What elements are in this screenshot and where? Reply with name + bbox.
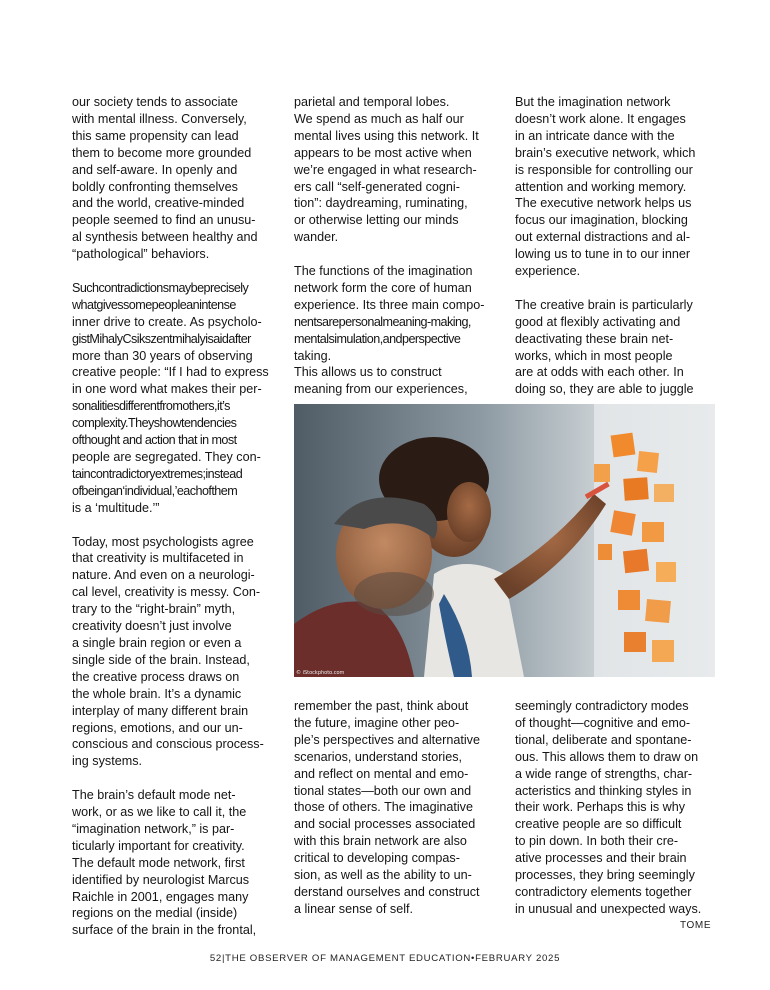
text-line: nature. And even on a neurologi- [72, 568, 255, 583]
text-line: boldly confronting themselves [72, 179, 238, 194]
text-line: ticularly important for creativity. [72, 838, 245, 853]
text-line: Today, most psychologists agree [72, 534, 254, 549]
text-line: appears to be most active when [294, 145, 472, 160]
text-line: remember the past, think about [294, 699, 469, 713]
text-line: doing so, they are able to juggle [515, 382, 694, 397]
text-line: are at odds with each other. In [515, 365, 684, 380]
text-line: meaning from our experiences, [294, 382, 468, 397]
column-2-top [294, 94, 499, 415]
text-line: out external distractions and al- [515, 230, 691, 245]
text-line: The executive network helps us [515, 196, 692, 211]
text-line: al synthesis between healthy and [72, 230, 258, 245]
text-line: is responsible for controlling our [515, 162, 693, 177]
column-2-bottom [294, 698, 499, 935]
text-line: But the imagination network [515, 95, 671, 109]
text-line: their work. Perhaps this is why [515, 800, 686, 815]
text-line: in one word what makes their per- [72, 382, 262, 397]
text-line: network form the core of human [294, 280, 472, 295]
text-line: is a ‘multitude.’” [72, 500, 160, 515]
text-line: of thought—cognitive and emo- [515, 715, 691, 730]
text-line: contradictory elements together [515, 884, 692, 899]
text-line: and self-aware. In openly and [72, 162, 238, 177]
text-line: taking. [294, 348, 332, 363]
text-line: single side of the brain. Instead, [72, 652, 250, 667]
text-line: inner drive to create. As psycholo- [72, 314, 262, 329]
footer-separator: | [221, 953, 226, 964]
text-line: complexity.Theyshowtendencies [72, 416, 237, 431]
text-line: lowing us to tune in to our inner [515, 247, 691, 262]
text-line: a linear sense of self. [294, 901, 414, 916]
text-line: The brain’s default mode net- [72, 788, 236, 803]
text-line: with this brain network are also [294, 834, 467, 849]
text-line: our society tends to associate [72, 95, 238, 109]
text-line: The functions of the imagination [294, 264, 473, 279]
paragraph [515, 698, 720, 918]
text-line: processes, they bring seemingly [515, 868, 695, 883]
text-line: ative processes and their brain [515, 851, 687, 866]
issue-date: FEBRUARY 2025 [475, 953, 561, 964]
text-line: ofthought and action that in most [72, 433, 237, 448]
text-line: that creativity is multifaceted in [72, 551, 244, 566]
text-line: this same propensity can lead [72, 128, 239, 143]
text-line: regions on the medial (inside) [72, 906, 238, 921]
paragraph [515, 297, 720, 398]
publication-name: THE OBSERVER OF MANAGEMENT EDUCATION [225, 953, 472, 964]
text-line: the creative process draws on [72, 669, 240, 684]
text-line: identified by neurologist Marcus [72, 872, 250, 887]
text-line: The default mode network, first [72, 855, 245, 870]
paragraph [72, 534, 277, 771]
text-line: experience. Its three main compo- [294, 297, 485, 312]
text-line: Raichle in 2001, engages many [72, 889, 249, 904]
text-line: to pin down. In both their cre- [515, 834, 679, 849]
column-3-top [515, 94, 720, 415]
text-line: tional states—both our own and [294, 783, 472, 798]
text-line: or otherwise letting our minds [294, 213, 459, 228]
text-line: ofbeingan‘individual,’eachofthem [72, 483, 238, 498]
text-line: work, or as we like to call it, the [72, 805, 247, 820]
text-line: We spend as much as half our [294, 111, 464, 126]
paragraph [294, 698, 499, 918]
text-line: deactivating these brain net- [515, 331, 674, 346]
page-number: 52 [209, 953, 222, 964]
text-line: tional, deliberate and spontane- [515, 732, 692, 747]
paragraph [294, 94, 499, 246]
text-line: doesn’t work alone. It engages [515, 111, 686, 126]
text-line: focus our imagination, blocking [515, 213, 688, 228]
text-line: those of others. The imaginative [294, 800, 473, 815]
text-line: ing systems. [72, 754, 142, 769]
text-line: wander. [294, 230, 339, 245]
text-line: conscious and conscious process- [72, 737, 264, 752]
text-line: sion, as well as the ability to un- [294, 868, 472, 883]
text-line: surface of the brain in the frontal, [72, 923, 257, 938]
text-line: acteristics and thinking styles in [515, 783, 692, 798]
text-line: nentsarepersonalmeaning-making, [294, 314, 471, 329]
text-line: Suchcontradictionsmaybeprecisely [72, 280, 249, 295]
text-line: ous. This allows them to draw on [515, 749, 699, 764]
paragraph [72, 94, 277, 263]
paragraph [515, 94, 720, 280]
text-line: scenarios, understand stories, [294, 749, 463, 764]
text-line: derstand ourselves and construct [294, 884, 480, 899]
text-line: ers call “self-generated cogni- [294, 179, 460, 194]
page-footer [0, 953, 770, 964]
text-line: works, which in most people [515, 348, 673, 363]
text-line: tion”: daydreaming, ruminating, [294, 196, 468, 211]
text-line: “imagination network,” is par- [72, 821, 235, 836]
paragraph [72, 787, 277, 939]
text-line: seemingly contradictory modes [515, 699, 689, 713]
text-line: with mental illness. Conversely, [72, 111, 247, 126]
text-line: “pathological” behaviors. [72, 247, 210, 262]
text-line: regions, emotions, and our un- [72, 720, 243, 735]
text-line: creative people: “If I had to express [72, 365, 269, 380]
text-line: whatgivessomepeopleanintense [72, 297, 236, 312]
paragraph [72, 280, 277, 517]
text-line: we’re engaged in what research- [294, 162, 477, 177]
author-byline: TOME [680, 920, 712, 931]
text-line: taincontradictoryextremes;instead [72, 466, 243, 481]
photo-two-people-sticky-notes-icon [294, 404, 715, 677]
paragraph [294, 263, 499, 398]
text-line: more than 30 years of observing [72, 348, 253, 363]
text-line: creativity doesn’t just involve [72, 619, 232, 634]
text-line: gistMihalyCsikszentmihalyisaidafter [72, 331, 251, 346]
column-1 [72, 94, 277, 956]
text-line: parietal and temporal lobes. [294, 95, 450, 109]
text-line: in unusual and unexpected ways. [515, 901, 702, 916]
text-line: creative people are so difficult [515, 817, 682, 832]
text-line: This allows us to construct [294, 365, 442, 380]
text-line: and reflect on mental and emo- [294, 766, 469, 781]
text-line: mentalsimulation,andperspective [294, 331, 461, 346]
text-line: and the world, creative-minded [72, 196, 245, 211]
text-line: mental lives using this network. It [294, 128, 479, 143]
photo-credit: © iStockphoto.com [296, 670, 345, 676]
text-line: interplay of many different brain [72, 703, 249, 718]
footer-dot: • [471, 953, 476, 964]
text-line: attention and working memory. [515, 179, 687, 194]
text-line: people seemed to find an unusu- [72, 213, 256, 228]
text-line: a single brain region or even a [72, 635, 242, 650]
text-line: cal level, creativity is messy. Con- [72, 585, 261, 600]
text-line: a wide range of strengths, char- [515, 766, 693, 781]
text-line: critical to developing compas- [294, 851, 460, 866]
column-3-bottom [515, 698, 720, 935]
text-line: the future, imagine other peo- [294, 715, 460, 730]
text-line: the whole brain. It’s a dynamic [72, 686, 242, 701]
text-line: experience. [515, 264, 581, 279]
text-line: sonalitiesdifferentfromothers,it’s [72, 399, 230, 414]
text-line: brain’s executive network, which [515, 145, 696, 160]
text-line: The creative brain is particularly [515, 297, 693, 312]
article-photo [294, 404, 715, 677]
text-line: ple’s perspectives and alternative [294, 732, 480, 747]
text-line: trary to the “right-brain” myth, [72, 602, 236, 617]
text-line: good at flexibly activating and [515, 314, 681, 329]
text-line: people are segregated. They con- [72, 450, 261, 465]
text-line: them to become more grounded [72, 145, 252, 160]
text-line: and social processes associated [294, 817, 476, 832]
text-line: in an intricate dance with the [515, 128, 675, 143]
